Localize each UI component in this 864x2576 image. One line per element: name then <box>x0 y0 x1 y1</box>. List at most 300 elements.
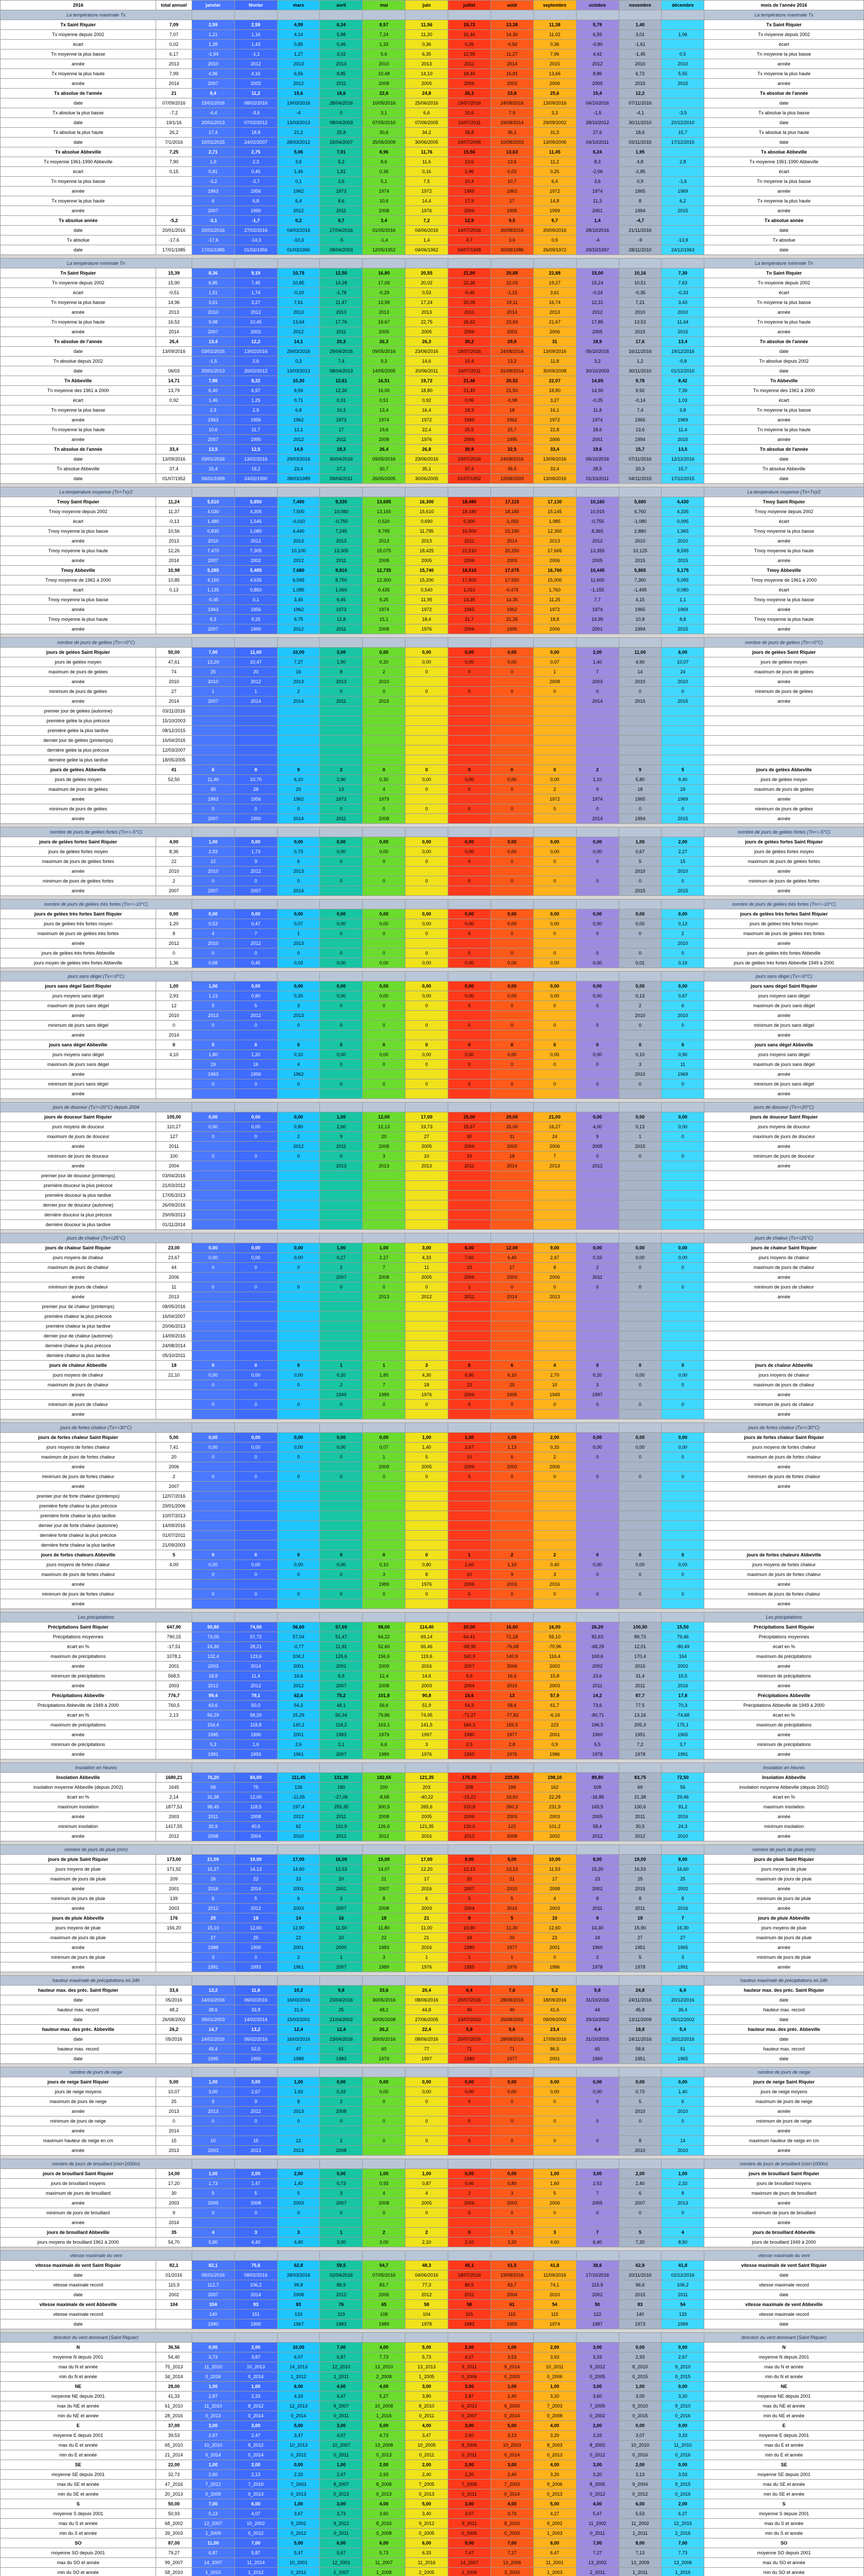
value-aout <box>490 1030 533 1040</box>
data-row <box>1 929 864 939</box>
value-juin: 08/06/2016 <box>405 1995 448 2005</box>
value-avril: 2,1 <box>320 1740 363 1750</box>
value-octobre: 1960 <box>576 1730 619 1740</box>
data-row <box>1 697 864 706</box>
value-janvier: 0,00 <box>192 1370 234 1380</box>
value-juillet: 2006 <box>448 2198 491 2208</box>
value-mars: 1962 <box>277 187 320 196</box>
section-title-right: direction du vent dominant (Saint Riquier) <box>704 2333 864 2343</box>
value-avril: 0 <box>320 876 363 886</box>
value-avril: 0 <box>320 1001 363 1011</box>
section-fill-janvier <box>192 1976 234 1986</box>
value-decembre: 0,00 <box>662 1443 704 1452</box>
value-aout: 36,5 <box>490 464 533 474</box>
value-novembre: 2 <box>619 1001 662 1011</box>
value-avril <box>320 1220 363 1230</box>
value-juin <box>405 814 448 824</box>
value-novembre: 7,4 <box>619 405 662 415</box>
value-decembre <box>662 1200 704 1210</box>
value-octobre: 8,365 <box>576 527 619 536</box>
annual-value <box>156 1943 192 1953</box>
value-mai <box>363 1070 405 1079</box>
value-novembre: 0,01 <box>619 958 662 968</box>
value-janvier: 17,4 <box>192 128 234 138</box>
section-fill-janvier <box>192 2251 234 2261</box>
spacer-cell <box>1 1841 864 1845</box>
value-juin: 2,40 <box>405 2470 448 2480</box>
value-aout: 16,60 <box>490 1622 533 1632</box>
row-label: date <box>1 226 156 235</box>
value-juillet <box>448 1011 491 1021</box>
value-decembre <box>662 1171 704 1181</box>
annual-value: 21/03/2012 <box>156 1181 192 1191</box>
value-septembre: 1,00 <box>533 2382 576 2392</box>
row-label: jours de brouillard Abbeville <box>1 2228 156 2238</box>
value-aout: 0 <box>490 1282 533 1292</box>
value-septembre: 0 <box>533 2097 576 2107</box>
section-fill-decembre <box>662 900 704 909</box>
value-juin: 18,425 <box>405 546 448 556</box>
value-fevrier: 0_2014 <box>234 2411 277 2421</box>
value-mai: 1974 <box>363 187 405 196</box>
section-fill-mars <box>277 10 320 20</box>
value-fevrier: 2012 <box>234 2107 277 2116</box>
value-juin: 1 <box>405 1953 448 1962</box>
data-row <box>1 2499 864 2509</box>
data-row <box>1 755 864 765</box>
row-label: année <box>1 308 156 317</box>
row-label-right: écart <box>704 396 864 405</box>
value-juillet: 0 <box>448 667 491 677</box>
value-juillet <box>448 939 491 948</box>
value-octobre: 11,3 <box>576 196 619 206</box>
value-decembre: 0,90 <box>662 1050 704 1060</box>
value-mars: 28/03/2016 <box>277 2270 320 2280</box>
value-aout: -0,98 <box>490 396 533 405</box>
value-fevrier: 2008 <box>234 1812 277 1822</box>
section-fill-septembre <box>533 2251 576 2261</box>
value-janvier: 1 <box>192 687 234 697</box>
value-fevrier: 7 <box>234 929 277 939</box>
value-novembre <box>619 1171 662 1181</box>
value-juin: 0 <box>405 1550 448 1560</box>
value-septembre <box>533 2126 576 2136</box>
value-juillet: 13/07/2010 <box>448 2015 491 2025</box>
value-aout <box>490 677 533 687</box>
annual-value <box>156 2054 192 2064</box>
value-septembre: 41,6 <box>533 2005 576 2015</box>
section-fill-septembre <box>533 1763 576 1773</box>
row-label-right: moyenne N depuis 2001 <box>704 2352 864 2362</box>
value-janvier <box>192 1220 234 1230</box>
value-juillet: 58 <box>448 2300 491 2310</box>
annual-value: 11,37 <box>156 507 192 517</box>
row-label-right: date <box>704 2290 864 2300</box>
value-decembre: 36,4 <box>662 2005 704 2015</box>
row-label: écart en % <box>1 1642 156 1652</box>
value-fevrier: 1956 <box>234 605 277 615</box>
value-novembre <box>619 2126 662 2136</box>
value-mars: 20 <box>277 785 320 794</box>
value-fevrier: 79,1 <box>234 1691 277 1701</box>
value-juin: 7,5 <box>405 177 448 187</box>
value-janvier: 5,285 <box>192 566 234 575</box>
data-row <box>1 2529 864 2538</box>
value-janvier: 76,20 <box>192 1773 234 1783</box>
value-mars: 83 <box>277 2300 320 2310</box>
value-juin: 0 <box>405 804 448 814</box>
value-octobre: 15,4 <box>576 89 619 98</box>
value-novembre: 24/11/2016 <box>619 1995 662 2005</box>
annual-value <box>156 1962 192 1972</box>
value-juillet <box>448 1089 491 1099</box>
annual-value: 2014 <box>156 327 192 337</box>
row-label-right: min du N et année <box>704 2372 864 2382</box>
value-mars: 6,4 <box>277 196 320 206</box>
data-row <box>1 2136 864 2146</box>
value-juin: 2012 <box>405 1292 448 1302</box>
value-mars: 8 <box>277 2097 320 2107</box>
row-label-right: jours de chaleur Abbeville <box>704 1361 864 1370</box>
value-fevrier <box>234 1341 277 1351</box>
row-label: première chaleur la plus tardive <box>1 1321 156 1331</box>
value-septembre <box>533 1341 576 1351</box>
annual-value: 7/1/2016 <box>156 138 192 147</box>
value-janvier: 30 <box>192 785 234 794</box>
value-juin: 1976 <box>405 1962 448 1972</box>
value-juin: 13_2013 <box>405 2362 448 2372</box>
value-juin: 17,00 <box>405 1855 448 1865</box>
row-label-right: année <box>704 1410 864 1419</box>
value-septembre: 15,8 <box>533 1671 576 1681</box>
value-aout: 0 <box>490 2097 533 2107</box>
value-aout: 2003 <box>490 327 533 337</box>
value-septembre: 0,00 <box>533 981 576 991</box>
value-aout: 21 <box>490 1874 533 1884</box>
row-label-right: insolation moyenne Abbeville (depuis 2002) <box>704 1783 864 1792</box>
data-row <box>1 1321 864 1331</box>
value-fevrier: 1990 <box>234 2319 277 2329</box>
value-mai: 8,57 <box>363 20 405 30</box>
value-novembre <box>619 1341 662 1351</box>
value-janvier: 0 <box>192 876 234 886</box>
value-juillet: 2004 <box>448 1904 491 1913</box>
value-fevrier: 0_2014 <box>234 2450 277 2460</box>
row-label-right: jours de brouillard Abbeville <box>704 2228 864 2238</box>
value-juillet: 4,7 <box>448 235 491 245</box>
value-mars: 2013 <box>277 536 320 546</box>
value-mars: 1961 <box>277 1962 320 1972</box>
data-row <box>1 1730 864 1740</box>
month-header-novembre: novembre <box>619 1 662 10</box>
value-avril: 11,91 <box>320 1642 363 1652</box>
value-mars: 28/03/1989 <box>277 474 320 484</box>
value-juillet <box>448 1511 491 1521</box>
section-fill-janvier <box>192 827 234 837</box>
value-mai: 2015 <box>363 697 405 706</box>
value-aout: 0 <box>490 948 533 958</box>
month-header-fevrier: février <box>234 1 277 10</box>
section-fill-mai <box>363 1233 405 1243</box>
value-juillet <box>448 794 491 804</box>
value-aout: 1962 <box>490 605 533 615</box>
row-label: écart <box>1 585 156 595</box>
value-juin: 0,00 <box>405 919 448 929</box>
value-fevrier: 7,45 <box>234 278 277 288</box>
row-label: Tn absolue depuis 2002 <box>1 357 156 366</box>
value-septembre: 3,61 <box>533 288 576 298</box>
value-avril: 1983 <box>320 2319 363 2329</box>
value-decembre: 0 <box>662 1079 704 1089</box>
value-juin: 2013 <box>405 59 448 69</box>
value-juin: 16,4 <box>405 405 448 415</box>
value-aout: 51,5 <box>490 2261 533 2270</box>
value-novembre: 13_2009 <box>619 2558 662 2568</box>
value-septembre: 11,53 <box>533 1865 576 1874</box>
value-mars: 0,73 <box>277 847 320 857</box>
row-label-right: année <box>704 886 864 896</box>
value-septembre: 24 <box>533 1132 576 1142</box>
value-mai: 1,80 <box>363 1370 405 1380</box>
value-mars: 0,00 <box>277 1443 320 1452</box>
value-octobre <box>576 1501 619 1511</box>
value-avril: 2,6 <box>320 177 363 187</box>
month-header-decembre: décembre <box>662 1 704 10</box>
value-septembre: 0 <box>533 765 576 775</box>
value-mai: 4,00 <box>363 2343 405 2352</box>
value-septembre: 2010 <box>533 2290 576 2300</box>
value-octobre: 4,4 <box>576 2025 619 2035</box>
value-septembre: 0 <box>533 2116 576 2126</box>
value-juin: 90,8 <box>405 1691 448 1701</box>
value-avril: 0 <box>320 857 363 867</box>
value-decembre: 0 <box>662 1452 704 1462</box>
row-label: année <box>1 1599 156 1609</box>
value-mars: 0 <box>277 1570 320 1580</box>
value-septembre: 2013 <box>533 308 576 317</box>
value-decembre: 2015 <box>662 435 704 445</box>
data-row <box>1 1632 864 1642</box>
row-label-right: moyenne SE depuis 2001 <box>704 2470 864 2480</box>
value-mai <box>363 1511 405 1521</box>
value-fevrier: 3,27 <box>234 298 277 308</box>
value-mai: 18 <box>363 1913 405 1923</box>
value-octobre: 58,4 <box>576 1822 619 1832</box>
value-avril: 5,88 <box>320 30 363 40</box>
value-juillet: 1955 <box>448 1750 491 1759</box>
value-janvier: 2010 <box>192 939 234 948</box>
annual-value: 2003 <box>156 1812 192 1822</box>
value-septembre: 17 <box>533 1874 576 1884</box>
annual-value: 2,93 <box>156 991 192 1001</box>
value-octobre <box>576 726 619 736</box>
value-decembre <box>662 716 704 726</box>
value-juillet: 2006 <box>448 435 491 445</box>
value-avril: 48,1 <box>320 1701 363 1710</box>
value-fevrier: 10_2013 <box>234 2362 277 2372</box>
value-decembre: 6 <box>662 1001 704 1011</box>
value-novembre: 24,8 <box>619 1986 662 1995</box>
value-novembre <box>619 736 662 745</box>
value-octobre: -4 <box>576 235 619 245</box>
value-aout: -1,15 <box>490 288 533 298</box>
value-aout: 25,7 <box>490 425 533 435</box>
value-mars <box>277 1171 320 1181</box>
value-decembre: 79,46 <box>662 1632 704 1642</box>
value-decembre: 4,430 <box>662 497 704 507</box>
value-septembre: 1_2003 <box>533 2529 576 2538</box>
value-mars: 6,00 <box>277 2382 320 2392</box>
value-fevrier: 1990 <box>234 1943 277 1953</box>
value-juillet: 19/07/2006 <box>448 138 491 147</box>
value-septembre: 0,00 <box>533 648 576 657</box>
value-juillet: 2006 <box>448 1390 491 1400</box>
value-octobre: 8,00 <box>576 1855 619 1865</box>
section-title-right: La température minimale Tn <box>704 259 864 268</box>
value-mars: 2012 <box>277 1681 320 1691</box>
annual-value: 14,96 <box>156 298 192 308</box>
section-fill-mai <box>363 1763 405 1773</box>
value-avril: 23/04/2016 <box>320 2035 363 2044</box>
value-fevrier <box>234 1312 277 1321</box>
value-juin: 10_2005 <box>405 2441 448 2450</box>
value-decembre: 6,4 <box>662 1986 704 1995</box>
value-juin: 0_2013 <box>405 2489 448 2499</box>
value-avril: 0_2011 <box>320 2411 363 2421</box>
value-aout: 1995 <box>490 1390 533 1400</box>
section-fill-fevrier <box>234 487 277 497</box>
row-label: année <box>1 1011 156 1021</box>
annual-value: 5,00 <box>156 2077 192 2087</box>
row-label-right: jours de gelées très fortes Abbeville <box>704 948 864 958</box>
value-novembre: 10_2010 <box>619 2441 662 2450</box>
value-novembre: 2,40 <box>619 2179 662 2189</box>
data-row <box>1 1750 864 1759</box>
value-septembre: 2006 <box>533 624 576 634</box>
value-fevrier: 2014 <box>234 2290 277 2300</box>
row-label: jours moyen de gelées très fortes Abbeville <box>1 958 156 968</box>
row-label: première forte chaleur la plus précoce <box>1 1501 156 1511</box>
row-label-right: minimum de jours de fortes chaleur <box>704 1472 864 1482</box>
value-septembre: 2006 <box>533 327 576 337</box>
value-octobre: 3,33 <box>576 2352 619 2362</box>
row-label: jours moyens de pluie <box>1 1865 156 1874</box>
value-octobre: 2001 <box>576 435 619 445</box>
value-mai: 8 <box>363 1894 405 1904</box>
value-novembre: 87,7 <box>619 1691 662 1701</box>
value-octobre: -80,71 <box>576 1710 619 1720</box>
annual-value: 0,00 <box>156 909 192 919</box>
value-mai: 2008 <box>363 624 405 634</box>
month-header-mai: mai <box>363 1 405 10</box>
row-label-right: moyenne E depuis 2001 <box>704 2431 864 2441</box>
row-label-right: minimum de jours de brouillard <box>704 2208 864 2218</box>
value-avril: 0,00 <box>320 991 363 1001</box>
value-aout: 16,6 <box>490 1671 533 1681</box>
row-label: année <box>1 435 156 445</box>
value-novembre <box>619 706 662 716</box>
value-fevrier: 6,00 <box>234 2499 277 2509</box>
value-mai <box>363 755 405 765</box>
value-juillet: 10 <box>448 1570 491 1580</box>
value-juin: 1972 <box>405 605 448 615</box>
value-avril: 7,01 <box>320 147 363 157</box>
row-label: Précipitations Abbeville <box>1 1691 156 1701</box>
row-label: maximum de jours de chaleur <box>1 1263 156 1273</box>
value-avril <box>320 1030 363 1040</box>
value-juillet: -15,22 <box>448 1792 491 1802</box>
value-septembre: 1972 <box>533 415 576 425</box>
value-septembre: 231,9 <box>533 1802 576 1812</box>
value-fevrier: 118,8 <box>234 1720 277 1730</box>
value-mars: 16/03/2016 <box>277 2035 320 2044</box>
value-octobre: 27,6 <box>576 128 619 138</box>
value-mai <box>363 2146 405 2156</box>
value-juillet: 22,36 <box>448 278 491 288</box>
value-janvier: 5 <box>192 2189 234 2198</box>
section-fill-juillet <box>448 1763 491 1773</box>
value-decembre <box>662 1191 704 1200</box>
row-label: maximum de jours de gelées très fortes <box>1 929 156 939</box>
data-row <box>1 49 864 59</box>
value-janvier: 15,27 <box>192 1865 234 1874</box>
value-octobre: 1,4 <box>576 216 619 226</box>
value-septembre: 1,00 <box>533 2169 576 2179</box>
data-row <box>1 2228 864 2238</box>
value-juin: 44,8 <box>405 2005 448 2015</box>
section-header-row <box>1 1103 864 1112</box>
row-label: jours de gelées moyen <box>1 657 156 667</box>
value-janvier: 13,4 <box>192 337 234 347</box>
value-septembre: 17,665 <box>533 546 576 556</box>
value-juillet: 0_2006 <box>448 2529 491 2538</box>
value-juin <box>405 1070 448 1079</box>
value-mars: -0,77 <box>277 1642 320 1652</box>
value-janvier <box>192 1492 234 1501</box>
value-janvier: 8,36 <box>192 268 234 278</box>
value-janvier: 0 <box>192 948 234 958</box>
value-mars <box>277 726 320 736</box>
value-avril: 6,45 <box>320 595 363 605</box>
section-fill-fevrier <box>234 1845 277 1855</box>
value-mars: 31,6 <box>277 2005 320 2015</box>
data-row <box>1 1400 864 1410</box>
data-row <box>1 138 864 147</box>
value-novembre: -0,35 <box>619 288 662 298</box>
value-juillet: 0 <box>448 2116 491 2126</box>
value-avril: 2011 <box>320 79 363 89</box>
value-decembre: 02/12/2016 <box>662 2270 704 2280</box>
row-label: jours de douceur Saint Riquier <box>1 1112 156 1122</box>
value-juillet: 15,56 <box>448 147 491 157</box>
row-label: min du SO et année <box>1 2568 156 2576</box>
value-fevrier: 0,80 <box>234 991 277 1001</box>
value-novembre: 205,3 <box>619 1720 662 1730</box>
value-janvier <box>192 1321 234 1331</box>
value-mars: 1962 <box>277 794 320 804</box>
row-label-right: écart <box>704 585 864 595</box>
value-juillet: 17,500 <box>448 575 491 585</box>
value-decembre: 0 <box>662 1040 704 1050</box>
data-row <box>1 1351 864 1361</box>
row-label-right: année <box>704 794 864 804</box>
value-mars: 2012 <box>277 556 320 566</box>
value-juillet: 0 <box>448 2136 491 2146</box>
value-juillet: 0,00 <box>448 837 491 847</box>
value-juin: 1978 <box>405 2319 448 2329</box>
value-juillet: 2,00 <box>448 2460 491 2470</box>
value-janvier: 2003 <box>192 1662 234 1671</box>
